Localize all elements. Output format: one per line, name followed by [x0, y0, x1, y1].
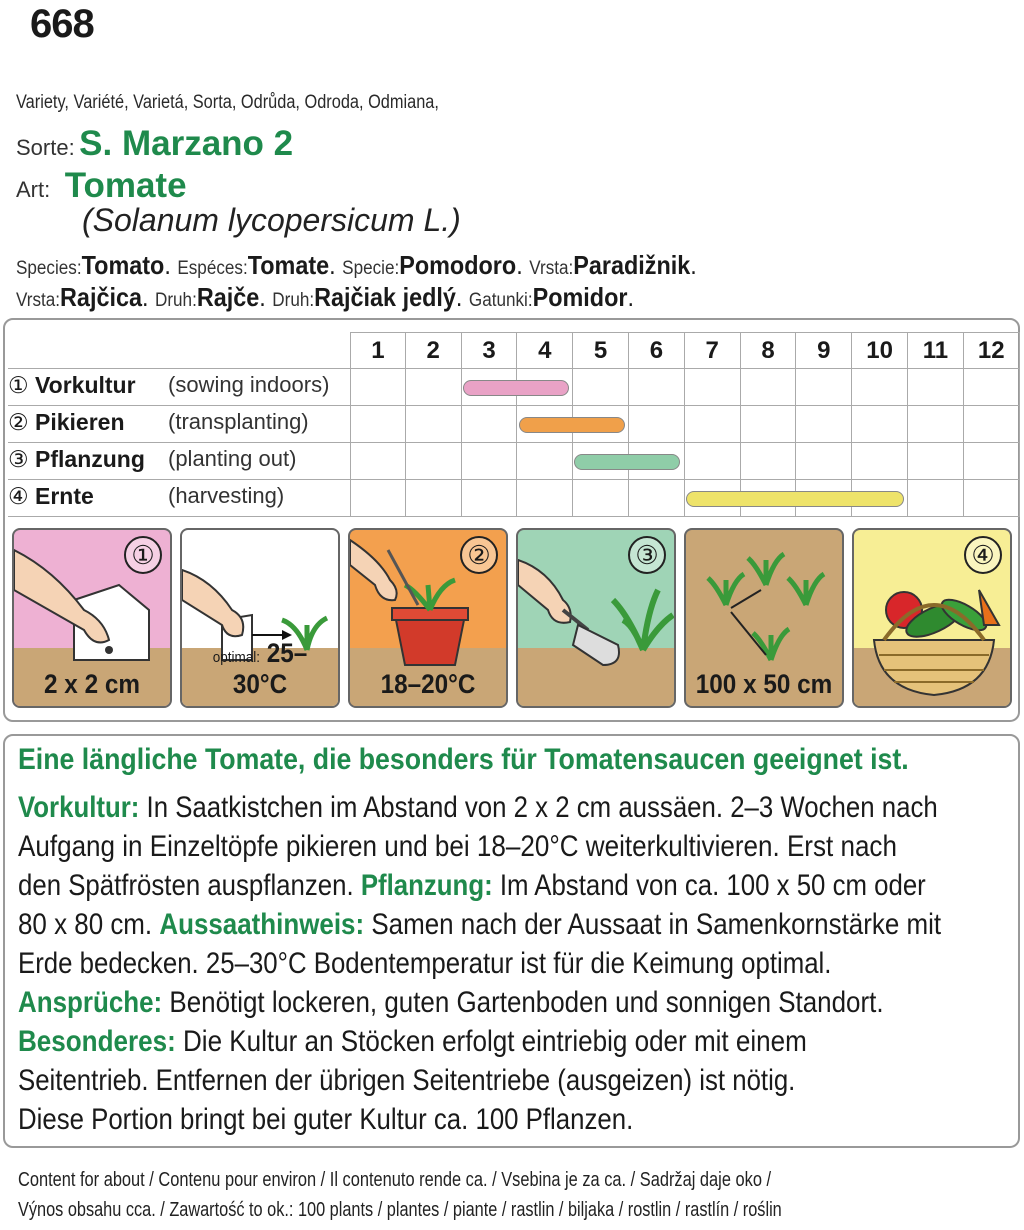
calendar-cell — [908, 406, 964, 443]
calendar-cell — [685, 443, 741, 480]
calendar-cell — [350, 369, 406, 406]
calendar-cell — [741, 369, 797, 406]
calendar-cell — [517, 443, 573, 480]
month-header-9: 9 — [796, 332, 852, 369]
step-number: ④ — [964, 536, 1002, 574]
species-name: Tomate — [64, 166, 187, 205]
calendar-cell — [741, 406, 797, 443]
month-header-7: 7 — [685, 332, 741, 369]
calendar-cell — [629, 406, 685, 443]
calendar-cell — [796, 369, 852, 406]
desc-line-2: Aufgang in Einzeltöpfe pikieren und bei 18–20°C weiterkultivieren. Erst nach — [18, 830, 897, 863]
calendar-cell — [462, 480, 518, 517]
calendar-cell — [629, 369, 685, 406]
calendar-cell — [406, 480, 462, 517]
calendar-cell — [573, 369, 629, 406]
calendar-row-divider — [8, 406, 350, 443]
step-number: ② — [460, 536, 498, 574]
calendar-cell — [685, 406, 741, 443]
calendar-row-label-4: ④ Ernte (harvesting) — [8, 483, 285, 509]
description-headline: Eine längliche Tomate, die besonders für Tomatensaucen geeignet ist. — [18, 743, 909, 776]
instruction-panel-4 — [516, 528, 676, 708]
calendar-cell — [964, 406, 1020, 443]
desc-line-8: Seitentrieb. Entfernen der übrigen Seitentriebe (ausgeizen) ist nötig. — [18, 1064, 796, 1097]
desc-line-3: den Spätfrösten auspflanzen. Pflanzung: Im Abstand von ca. 100 x 50 cm oder — [18, 869, 926, 902]
calendar-cell — [852, 443, 908, 480]
footer-line-1: Content for about / Contenu pour environ / Il contenuto rende ca. / Vsebina je za ca. / Sadržaj daje oko / — [18, 1169, 772, 1191]
desc-line-7: Besonderes: Die Kultur an Stöcken erfolgt eintriebig oder mit einem — [18, 1025, 807, 1058]
calendar-label-header — [8, 332, 350, 369]
calendar-cell — [964, 369, 1020, 406]
calendar-cell — [350, 480, 406, 517]
month-header-12: 12 — [964, 332, 1020, 369]
calendar-cell — [796, 443, 852, 480]
instruction-panel-5 — [684, 528, 844, 708]
panel-caption: 2 x 2 cm — [44, 669, 140, 699]
month-header-2: 2 — [406, 332, 462, 369]
step-number: ① — [124, 536, 162, 574]
calendar-cell — [908, 369, 964, 406]
month-header-11: 11 — [908, 332, 964, 369]
desc-line-1: Vorkultur: In Saatkistchen im Abstand von 2 x 2 cm aussäen. 2–3 Wochen nach — [18, 791, 938, 824]
art-label: Art: — [16, 177, 51, 202]
month-header-5: 5 — [573, 332, 629, 369]
footer-line-2: Výnos obsahu cca. / Zawartość to ok.: 100 plants / plantes / piante / rastlin / biljaka / rostlin / rastlín / roślin — [18, 1199, 782, 1221]
calendar-cell — [406, 406, 462, 443]
month-header-3: 3 — [462, 332, 518, 369]
calendar-cell — [685, 369, 741, 406]
sorte-row — [16, 124, 293, 164]
species-line-2: Vrsta:Rajčica. Druh:Rajče. Druh:Rajčiak jedlý. Gatunki:Pomidor. — [16, 282, 635, 312]
calendar-cell — [908, 443, 964, 480]
calendar-cell — [573, 480, 629, 517]
calendar-cell — [406, 369, 462, 406]
calendar-row-label-3: ③ Pflanzung (planting out) — [8, 446, 297, 472]
calendar-bar-ernte — [686, 491, 904, 507]
calendar-row-divider — [8, 443, 350, 480]
instruction-panel-2 — [180, 528, 340, 708]
desc-line-6: Ansprüche: Benötigt lockeren, guten Gartenboden und sonnigen Standort. — [18, 986, 884, 1019]
panel-caption: 18–20°C — [380, 669, 476, 699]
calendar-cell — [350, 443, 406, 480]
calendar-cell — [964, 480, 1020, 517]
desc-line-5: Erde bedecken. 25–30°C Bodentemperatur ist für die Keimung optimal. — [18, 947, 832, 980]
panel-caption: optimal: 25–30°C — [212, 638, 308, 699]
calendar-bar-pikieren — [519, 417, 625, 433]
month-header-10: 10 — [852, 332, 908, 369]
month-header-6: 6 — [629, 332, 685, 369]
month-header-4: 4 — [517, 332, 573, 369]
calendar-cell — [462, 443, 518, 480]
step-number: ③ — [628, 536, 666, 574]
desc-line-9: Diese Portion bringt bei guter Kultur ca. 100 Pflanzen. — [18, 1103, 634, 1136]
calendar-cell — [462, 406, 518, 443]
calendar-cell — [852, 369, 908, 406]
calendar-cell — [517, 480, 573, 517]
panel-caption: 100 x 50 cm — [695, 669, 833, 699]
calendar-row-divider — [8, 369, 350, 406]
art-row — [16, 166, 187, 206]
species-line-1: Species:Tomato. Espéces:Tomate. Specie:Pomodoro. Vrsta:Paradižnik. — [16, 250, 697, 280]
desc-line-4: 80 x 80 cm. Aussaathinweis: Samen nach der Aussaat in Samenkornstärke mit — [18, 908, 942, 941]
calendar-cell — [852, 406, 908, 443]
calendar-bar-vorkultur — [463, 380, 569, 396]
variety-languages: Variety, Variété, Varietá, Sorta, Odrůda, Odroda, Odmiana, — [16, 92, 439, 113]
calendar-row-label-2: ② Pikieren (transplanting) — [8, 409, 309, 435]
month-header-1: 1 — [350, 332, 406, 369]
catalog-number: 668 — [30, 2, 94, 46]
calendar-cell — [908, 480, 964, 517]
month-header-8: 8 — [741, 332, 797, 369]
calendar-row-divider — [8, 480, 350, 517]
calendar-cell — [406, 443, 462, 480]
calendar-cell — [964, 443, 1020, 480]
instruction-panel-1 — [12, 528, 172, 708]
calendar-cell — [629, 480, 685, 517]
sorte-label: Sorte: — [16, 135, 75, 160]
latin-name: (Solanum lycopersicum L.) — [82, 202, 461, 238]
calendar-cell — [796, 406, 852, 443]
calendar-row-label-1: ① Vorkultur (sowing indoors) — [8, 372, 330, 398]
calendar-cell — [741, 443, 797, 480]
instruction-panel-3 — [348, 528, 508, 708]
instruction-panel-6 — [852, 528, 1012, 708]
variety-name: S. Marzano 2 — [79, 124, 294, 163]
calendar-cell — [350, 406, 406, 443]
calendar-bar-pflanzung — [574, 454, 680, 470]
